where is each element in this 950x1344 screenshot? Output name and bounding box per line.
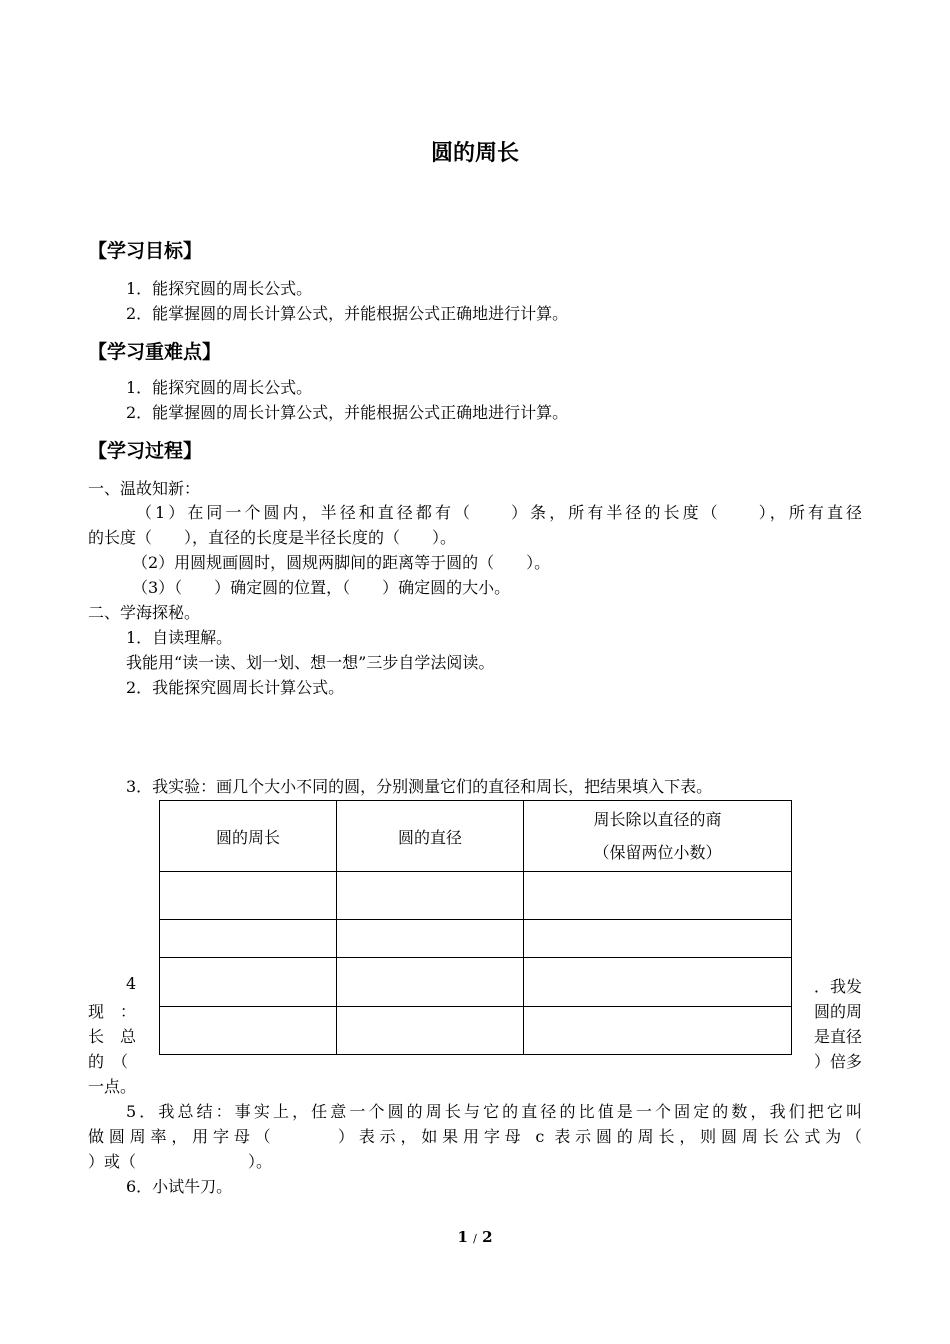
table-cell[interactable] [337,920,524,958]
table-header-diameter: 圆的直径 [337,801,524,872]
page-separator: / [473,1232,477,1245]
part1-title: 一、温故知新： [88,479,201,498]
step-2: 2．我能探究圆周长计算公式。 [126,678,345,697]
part2-title: 二、学海探秘。 [88,603,201,622]
quotient-header-line-2: （保留两位小数） [593,842,722,862]
question-1-line-1: （1）在同一个圆内，半径和直径都有（ ）条，所有半径的长度（ ），所有直径 [136,503,862,522]
step-1-detail: 我能用“读一读、划一划、想一想”三步自学法阅读。 [126,653,495,672]
step-5-line-3: ）或（ ）。 [88,1152,273,1171]
section-heading-process: 【学习过程】 [88,440,203,462]
step-1: 1．自读理解。 [126,628,233,647]
page-current: 1 [457,1228,468,1246]
step-4-left-1: 4 [126,974,137,993]
step-4-left-2: 现 ： [88,1002,137,1021]
step-4-right-4: ）倍多 [813,1052,862,1071]
section-heading-key-points: 【学习重难点】 [88,341,222,363]
step-4-right-1: ．我发 [813,977,862,996]
table-row [160,1007,792,1055]
table-cell[interactable] [160,1007,337,1055]
table-cell[interactable] [524,872,792,920]
table-cell[interactable] [524,1007,792,1055]
step-4-left-3: 长 总 [88,1027,137,1046]
key-point-item-2: 2．能掌握圆的周长计算公式，并能根据公式正确地进行计算。 [126,403,569,422]
step-4-left-4: 的 （ [88,1052,129,1071]
table-cell[interactable] [160,958,337,1007]
table-cell[interactable] [160,872,337,920]
step-4-end: 一点。 [88,1077,137,1096]
section-heading-goals: 【学习目标】 [88,240,203,262]
quotient-header-line-1: 周长除以直径的商 [593,809,722,829]
page-number [0,1228,950,1246]
step-5-line-1: 5．我总结：事实上，任意一个圆的周长与它的直径的比值是一个固定的数，我们把它叫 [126,1102,862,1121]
table-cell[interactable] [337,958,524,1007]
table-cell[interactable] [524,920,792,958]
table-row [160,958,792,1007]
table-cell[interactable] [524,958,792,1007]
question-2: （2）用圆规画圆时，圆规两脚间的距离等于圆的（ ）。 [132,553,551,572]
step-6: 6．小试牛刀。 [126,1177,233,1196]
table-cell[interactable] [160,920,337,958]
table-cell[interactable] [337,872,524,920]
table-header-circumference: 圆的周长 [160,801,337,872]
step-5-line-2: 做圆周率，用字母（ ）表示，如果用字母 c 表示圆的周长，则圆周长公式为（ [88,1127,862,1146]
step-4-right-2: 圆的周 [813,1002,862,1021]
question-3: （3）（ ）确定圆的位置，（ ）确定圆的大小。 [132,578,511,597]
goal-item-1: 1．能探究圆的周长公式。 [126,279,313,298]
table-cell[interactable] [337,1007,524,1055]
table-header-row [160,801,792,872]
step-4-right-3: 是直径 [813,1027,862,1046]
goal-item-2: 2．能掌握圆的周长计算公式，并能根据公式正确地进行计算。 [126,304,569,323]
table-row [160,872,792,920]
step-3: 3．我实验：画几个大小不同的圆，分别测量它们的直径和周长，把结果填入下表。 [126,777,713,796]
measurement-table [159,800,792,1055]
page-total: 2 [482,1228,493,1246]
page-title: 圆的周长 [430,141,519,166]
question-1-line-2: 的长度（ ），直径的长度是半径长度的（ ）。 [88,528,457,547]
table-row [160,920,792,958]
key-point-item-1: 1．能探究圆的周长公式。 [126,378,313,397]
table-header-quotient [524,801,792,872]
